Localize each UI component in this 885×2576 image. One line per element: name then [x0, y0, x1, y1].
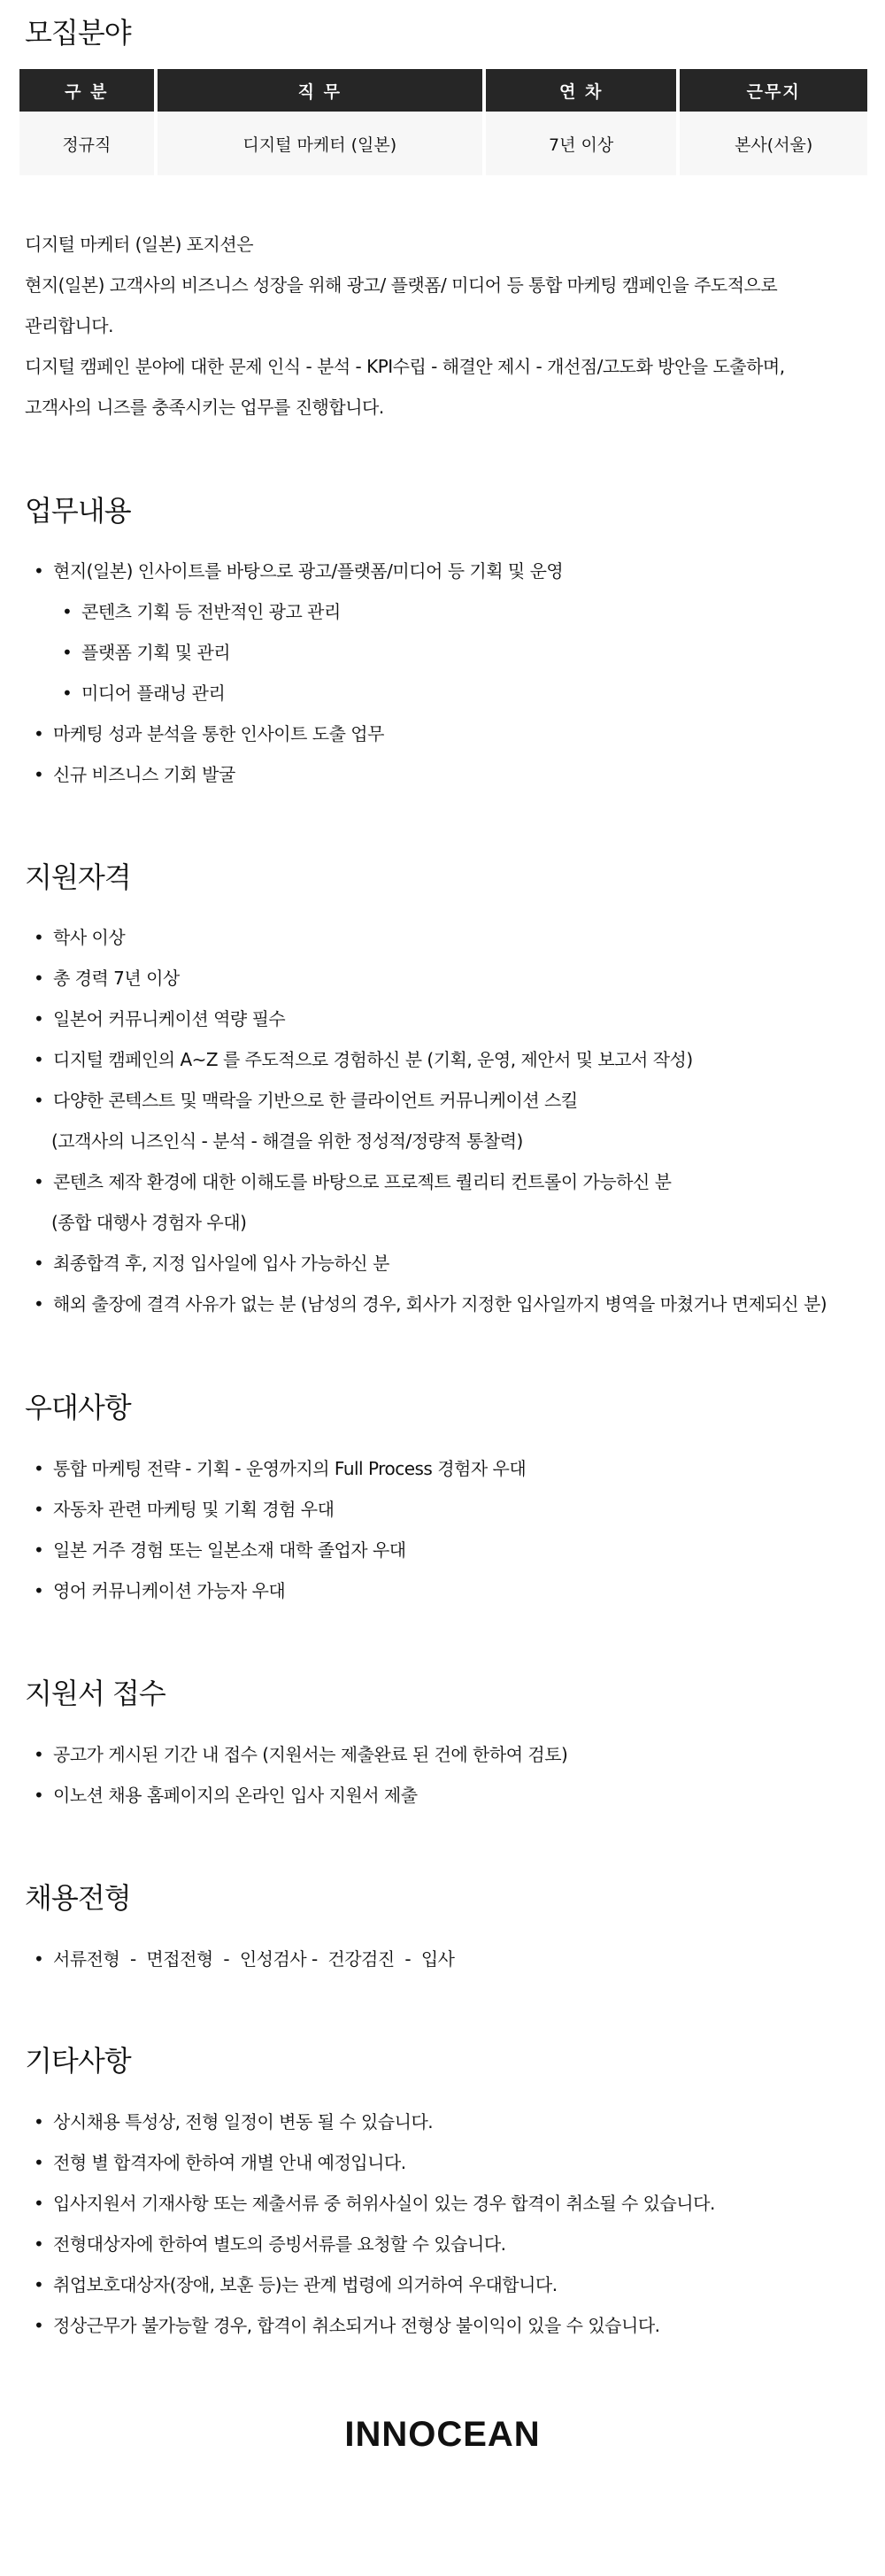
list-item: • 총 경력 7년 이상: [34, 958, 827, 999]
application-list: [34, 1734, 567, 1816]
section-title-etc: 기타사항: [25, 2044, 131, 2078]
cell-type: 정규직: [19, 112, 154, 175]
list-item: • 신규 비즈니스 기회 발굴: [34, 754, 563, 795]
recruit-table: [16, 69, 871, 175]
section-title-preferred: 우대사항: [25, 1391, 131, 1424]
table-row: [19, 112, 867, 175]
list-item: • 콘텐츠 제작 환경에 대한 이해도를 바탕으로 프로젝트 퀄리티 컨트롤이 가능하신 분: [34, 1161, 827, 1202]
header-type: 구 분: [19, 69, 154, 112]
qualifications-section: [25, 855, 131, 896]
list-item: • 일본어 커뮤니케이션 역량 필수: [34, 999, 827, 1039]
section-title-recruit: 모집분야: [25, 16, 131, 50]
header-years: 연 차: [486, 69, 677, 112]
header-job: 직 무: [158, 69, 482, 112]
etc-section: [25, 2039, 131, 2079]
preferred-section: [25, 1385, 131, 1426]
intro-line: 관리합니다.: [25, 315, 113, 336]
header-location: 근무지: [680, 69, 867, 112]
preferred-list: [34, 1448, 526, 1611]
intro-line: 디지털 캠페인 분야에 대한 문제 인식 - 분석 - KPI수립 - 해결안 제시 - 개선점/고도화 방안을 도출하며,: [25, 356, 785, 377]
section-title-application: 지원서 접수: [25, 1677, 165, 1710]
application-section: [25, 1671, 165, 1712]
intro-line: 현지(일본) 고객사의 비즈니스 성장을 위해 광고/ 플랫폼/ 미디어 등 통합 마케팅 캠페인을 주도적으로: [25, 274, 778, 296]
qualifications-list: [34, 917, 827, 1324]
list-subitem: • 미디어 플래닝 관리: [34, 673, 563, 713]
list-item: • 최종합격 후, 지정 입사일에 입사 가능하신 분: [34, 1243, 827, 1284]
cell-location: 본사(서울): [680, 112, 867, 175]
section-title-process: 채용전형: [25, 1881, 131, 1915]
list-item: • 전형대상자에 한하여 별도의 증빙서류를 요청할 수 있습니다.: [34, 2224, 715, 2264]
list-item: • 자동차 관련 마케팅 및 기획 경험 우대: [34, 1489, 526, 1530]
process-section: [25, 1876, 131, 1917]
duties-list: [34, 551, 563, 795]
list-item: • 통합 마케팅 전략 - 기획 - 운영까지의 Full Process 경험자 우대: [34, 1448, 526, 1489]
list-subitem: • 콘텐츠 기획 등 전반적인 광고 관리: [34, 591, 563, 632]
list-item: • 취업보호대상자(장애, 보훈 등)는 관계 법령에 의거하여 우대합니다.: [34, 2264, 715, 2305]
cell-years: 7년 이상: [486, 112, 677, 175]
list-subitem: • 플랫폼 기획 및 관리: [34, 632, 563, 673]
list-item: • 공고가 게시된 기간 내 접수 (지원서는 제출완료 된 건에 한하여 검토): [34, 1734, 567, 1775]
etc-list: [34, 2102, 715, 2346]
intro-paragraph: [25, 224, 785, 428]
list-item-continuation: (종합 대행사 경험자 우대): [51, 1212, 247, 1233]
intro-line: 고객사의 니즈를 충족시키는 업무를 진행합니다.: [25, 397, 384, 418]
table-header-row: [19, 69, 867, 112]
list-item: • 전형 별 합격자에 한하여 개별 안내 예정입니다.: [34, 2142, 715, 2183]
intro-line: 디지털 마케터 (일본) 포지션은: [25, 234, 254, 255]
list-item: • 학사 이상: [34, 917, 827, 958]
list-item: • 현지(일본) 인사이트를 바탕으로 광고/플랫폼/미디어 등 기획 및 운영: [34, 551, 563, 591]
list-item: • 해외 출장에 결격 사유가 없는 분 (남성의 경우, 회사가 지정한 입사일까지 병역을 마쳤거나 면제되신 분): [34, 1284, 827, 1324]
list-item: • 일본 거주 경험 또는 일본소재 대학 졸업자 우대: [34, 1530, 526, 1570]
recruit-section: [25, 11, 131, 51]
duties-section: [25, 489, 131, 529]
list-item: • 정상근무가 불가능할 경우, 합격이 취소되거나 전형상 불이익이 있을 수 있습니다.: [34, 2305, 715, 2346]
process-list: [34, 1939, 455, 1979]
list-item: • 입사지원서 기재사항 또는 제출서류 중 허위사실이 있는 경우 합격이 취소될 수 있습니다.: [34, 2183, 715, 2224]
innocean-logo: INNOCEAN: [344, 2415, 541, 2454]
section-title-duties: 업무내용: [25, 494, 131, 528]
section-title-qualifications: 지원자격: [25, 860, 131, 894]
list-item: • 디지털 캠페인의 A~Z 를 주도적으로 경험하신 분 (기획, 운영, 제안서 및 보고서 작성): [34, 1039, 827, 1080]
list-item: • 서류전형 - 면접전형 - 인성검사 - 건강검진 - 입사: [34, 1939, 455, 1979]
list-item: • 다양한 콘텍스트 및 맥락을 기반으로 한 클라이언트 커뮤니케이션 스킬: [34, 1080, 827, 1121]
cell-job: 디지털 마케터 (일본): [158, 112, 482, 175]
list-item: • 영어 커뮤니케이션 가능자 우대: [34, 1570, 526, 1611]
list-item: • 상시채용 특성상, 전형 일정이 변동 될 수 있습니다.: [34, 2102, 715, 2142]
list-item: • 마케팅 성과 분석을 통한 인사이트 도출 업무: [34, 713, 563, 754]
list-item-continuation: (고객사의 니즈인식 - 분석 - 해결을 위한 정성적/정량적 통찰력): [51, 1130, 523, 1152]
list-item: • 이노션 채용 홈페이지의 온라인 입사 지원서 제출: [34, 1775, 567, 1816]
